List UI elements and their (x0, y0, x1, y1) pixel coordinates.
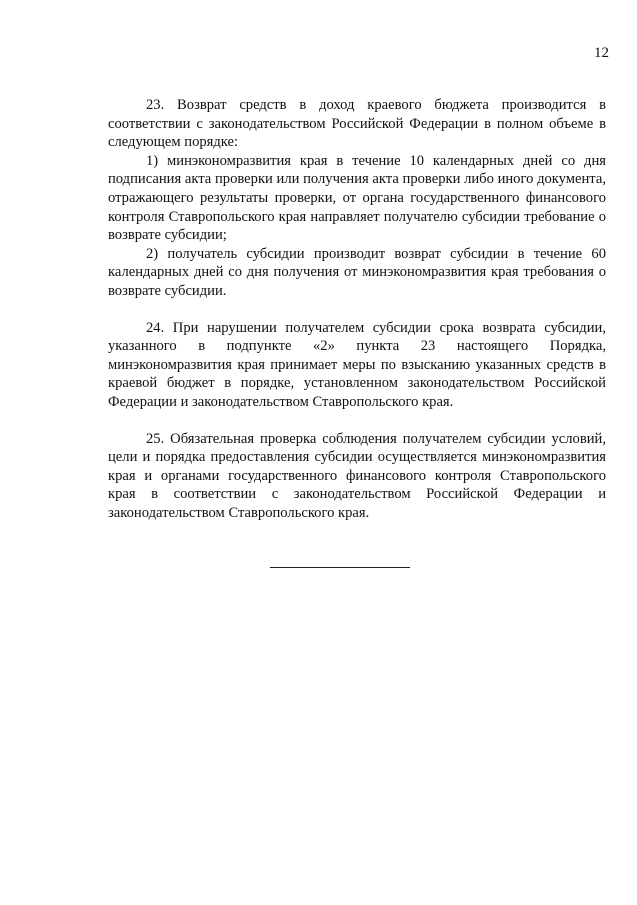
paragraph-23-item-2: 2) получатель субсидии производит возврат субсидии в течение 60 календарных дней со дня получения от минэкономразвития края требования о возврате субсидии. (108, 245, 606, 299)
paragraph-24: 24. При нарушении получателем субсидии срока возврата субсидии, указанного в подпункте «2» пункта 23 настоящего Порядка, минэкономразвития края принимает меры по взысканию указанных средств в краевой бюджет в порядке, установленном законодательством Российской Федерации и законодательством Ставропольского края. (108, 319, 606, 410)
paragraph-gap (108, 412, 606, 430)
paragraph-gap (108, 301, 606, 319)
document-body (108, 96, 606, 522)
paragraph-23-item-1: 1) минэкономразвития края в течение 10 календарных дней со дня подписания акта проверки или получения акта проверки либо иного документа, отражающего результаты проверки, от органа государственного финансового контроля Ставропольского края направляет получателю субсидии требование о возврате субсидии; (108, 152, 606, 244)
paragraph-23: 23. Возврат средств в доход краевого бюджета производится в соответствии с законодательством Российской Федерации в полном объеме в следующем порядке: (108, 97, 606, 151)
page-number: 12 (594, 45, 609, 61)
paragraph-25: 25. Обязательная проверка соблюдения получателем субсидии условий, цели и порядка предоставления субсидии осуществляется минэкономразвития края и органами государственного финансового контроля Ставропольского края в соответствии с законодательством Российской Федерации и законодательством Ставропольского края. (108, 430, 606, 521)
end-divider-line (270, 567, 410, 568)
